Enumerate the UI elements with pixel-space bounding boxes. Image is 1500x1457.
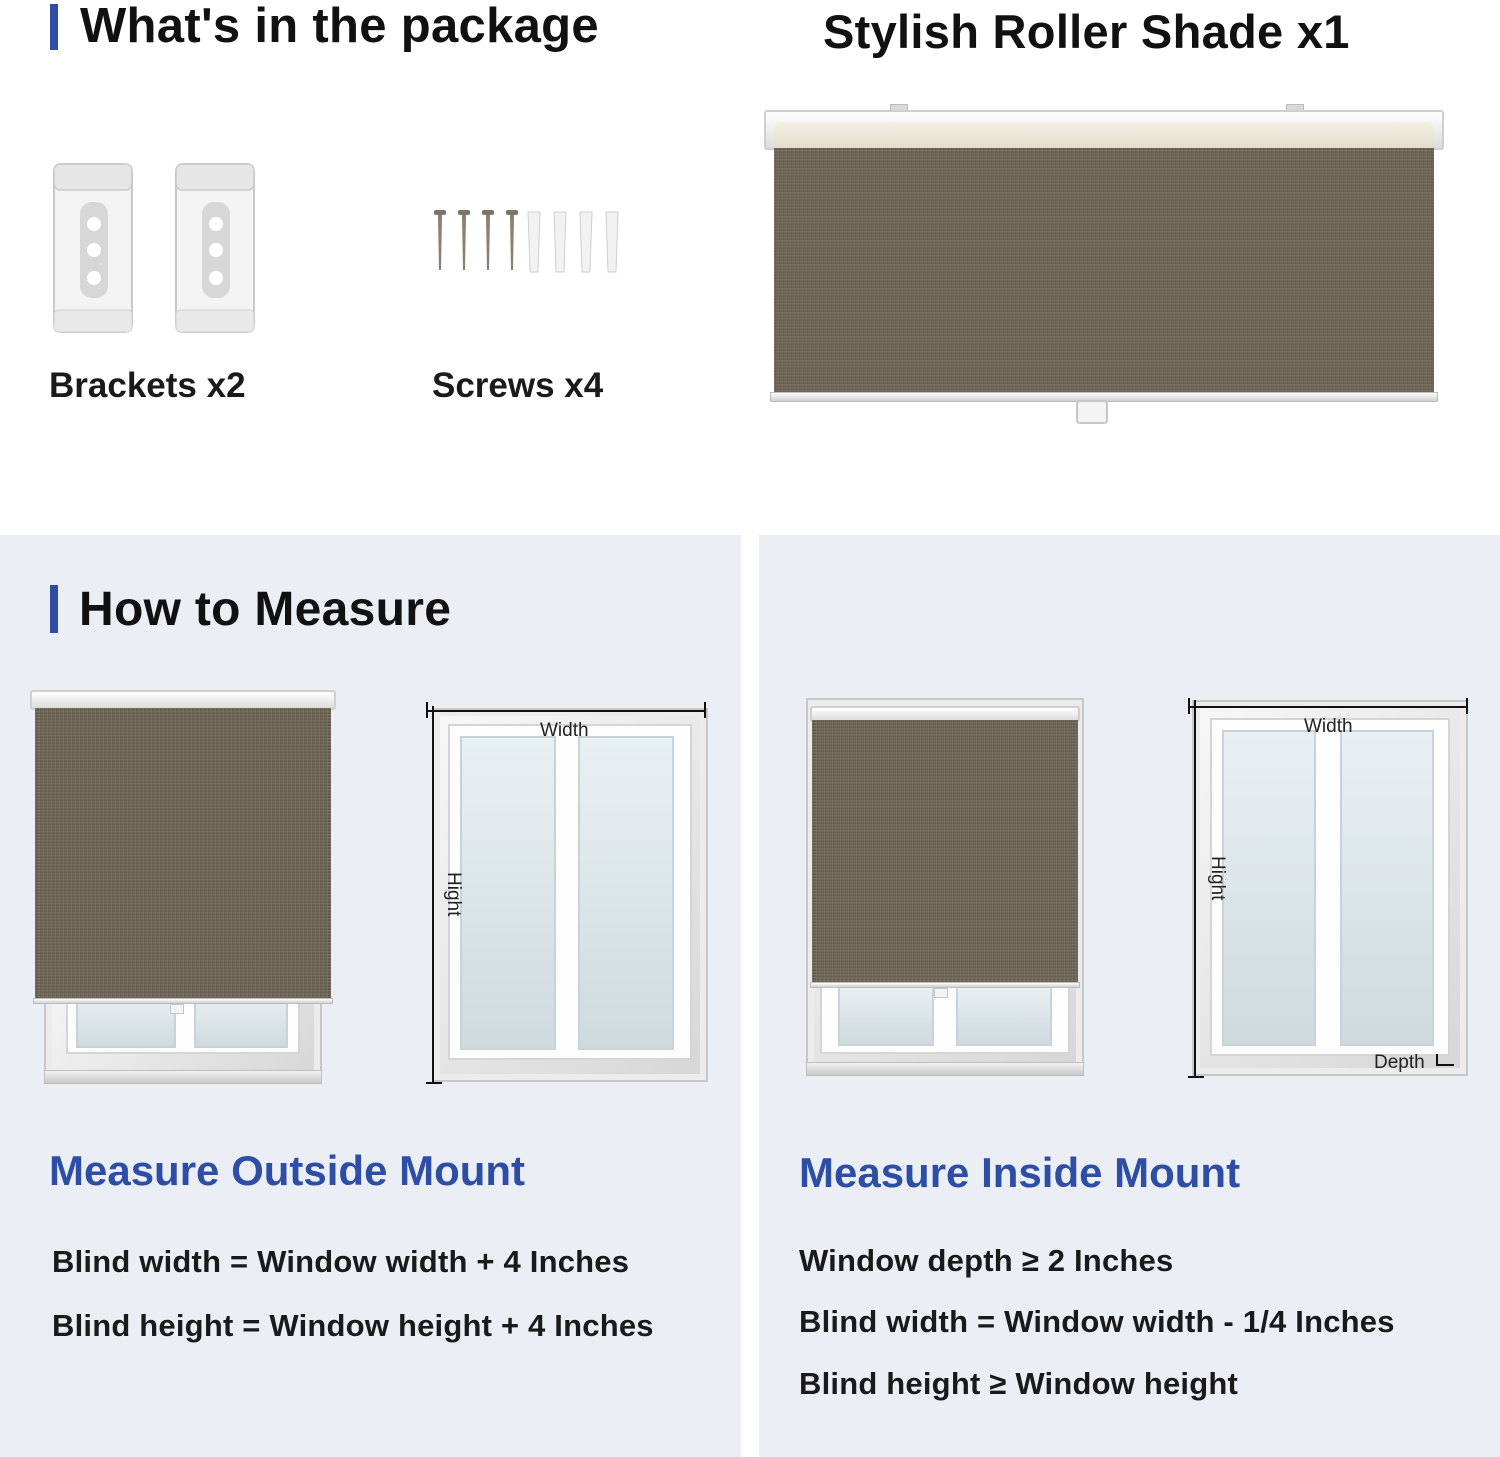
inside-mount-shade-diagram: [804, 696, 1086, 1080]
width-label: Width: [540, 720, 589, 741]
outside-mount-shade-diagram: [30, 690, 336, 1086]
window-glass: [460, 736, 556, 1050]
inside-mount-window-diagram: [1186, 696, 1472, 1082]
window-glass: [1222, 730, 1316, 1046]
shade-pull-tab: [170, 1004, 184, 1014]
shade-pull-tab: [934, 988, 948, 998]
inside-formula-depth: Window depth ≥ 2 Inches: [799, 1243, 1174, 1278]
width-dimension-tick: [704, 702, 706, 718]
width-dimension-tick: [1466, 698, 1468, 714]
width-dimension-tick: [1188, 698, 1190, 714]
window-glass: [956, 986, 1052, 1046]
width-dimension-tick: [426, 702, 428, 718]
package-title-accent: [50, 4, 58, 50]
anchor-icon: [528, 212, 540, 272]
height-dimension-line: [1194, 700, 1196, 1078]
outside-formula-height: Blind height = Window height + 4 Inches: [52, 1308, 654, 1343]
window-glass: [838, 986, 934, 1046]
shade-title: Stylish Roller Shade x1: [823, 5, 1350, 58]
screw-icon: [458, 210, 470, 270]
screws-label: Screws x4: [432, 366, 604, 405]
measure-title-accent: [50, 585, 58, 633]
screw-icon: [506, 210, 518, 270]
width-label: Width: [1304, 716, 1353, 737]
bracket-icon: [172, 162, 258, 334]
shade-fabric: [35, 708, 331, 1000]
height-dimension-tick: [426, 1082, 442, 1084]
package-title: What's in the package: [80, 0, 599, 53]
depth-label: Depth: [1374, 1052, 1425, 1073]
shade-roller-tube: [774, 122, 1434, 148]
outside-mount-heading: Measure Outside Mount: [49, 1147, 526, 1194]
shade-fabric: [812, 720, 1078, 984]
height-label: Hight: [1207, 856, 1228, 901]
shade-pull-tab: [1076, 400, 1108, 424]
window-glass: [578, 736, 674, 1050]
shade-fabric: [774, 148, 1434, 394]
anchor-icon: [606, 212, 618, 272]
anchor-icon: [580, 212, 592, 272]
outside-mount-window-diagram: [424, 700, 714, 1090]
width-dimension-line: [1188, 706, 1468, 708]
height-label: Hight: [443, 872, 464, 917]
inside-formula-height: Blind height ≥ Window height: [799, 1366, 1239, 1401]
outside-formula-width: Blind width = Window width + 4 Inches: [52, 1244, 630, 1279]
height-dimension-tick: [1188, 1076, 1204, 1078]
window-glass: [1340, 730, 1434, 1046]
shade-headrail: [30, 690, 336, 710]
roller-shade-illustration: [764, 104, 1444, 426]
screws-illustration: [430, 208, 626, 278]
depth-dimension-line: [1436, 1064, 1454, 1066]
height-dimension-line: [432, 706, 434, 1084]
brackets-label: Brackets x2: [49, 366, 246, 405]
screw-icon: [434, 210, 446, 270]
anchor-icon: [554, 212, 566, 272]
window-sill: [44, 1070, 322, 1084]
width-dimension-line: [426, 710, 706, 712]
bracket-icon: [50, 162, 136, 334]
screw-icon: [482, 210, 494, 270]
inside-mount-heading: Measure Inside Mount: [799, 1149, 1241, 1196]
inside-formula-width: Blind width = Window width - 1/4 Inches: [799, 1304, 1395, 1339]
measure-title: How to Measure: [79, 583, 452, 636]
window-sill: [806, 1062, 1084, 1076]
